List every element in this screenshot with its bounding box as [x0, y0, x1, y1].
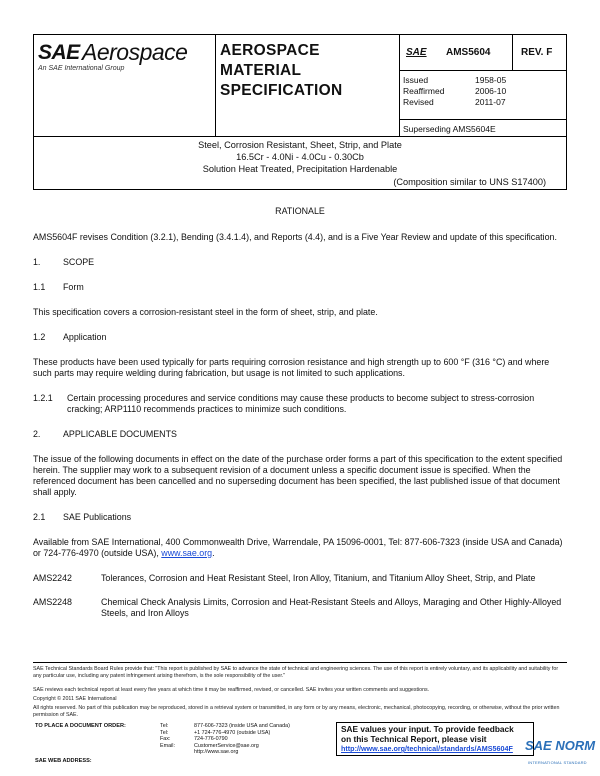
section-heading: 1.2 Application	[33, 332, 107, 342]
logo-subtitle: An SAE International Group	[38, 65, 125, 72]
material-title-line: Steel, Corrosion Resistant, Sheet, Strip, and Plate	[198, 140, 402, 150]
feedback-box: SAE values your input. To provide feedback on this Technical Report, please visit http://www.sae.org/technical/standards/AMS5604F	[336, 722, 534, 756]
document-body	[33, 200, 567, 632]
superseding-note: Superseding AMS5604E	[403, 124, 496, 134]
paragraph: The issue of the following documents in effect on the date of the purchase order forms a part of this specification to the extent specified herein. The supplier may work to a subsequent revision of a document unless a specific document issue is specified. When the referenced document has been cancelled and no superseding document has been specified, the last published issue of that document shall apply.	[33, 454, 563, 497]
web-address-label: SAE WEB ADDRESS:	[35, 758, 92, 764]
sae-mini-logo: SAE	[406, 47, 427, 58]
material-title-line: 16.5Cr - 4.0Ni - 4.0Cu - 0.30Cb	[236, 152, 364, 162]
document-reference: AMS2248 Chemical Check Analysis Limits, Corrosion and Heat-Resistant Steels and Alloys, Maraging and Other Highly-Alloyed Steels, and Iron Alloys	[33, 597, 562, 618]
order-label: TO PLACE A DOCUMENT ORDER:	[35, 723, 126, 729]
spec-number: AMS5604	[446, 47, 491, 58]
document-reference: AMS2242 Tolerances, Corrosion and Heat Resistant Steel, Iron Alloy, Titanium, and Titanium Alloy Sheet, Strip, and Plate	[33, 573, 536, 583]
material-title-block	[33, 137, 567, 190]
composition-note: (Composition similar to UNS S17400)	[393, 177, 546, 187]
paragraph: Available from SAE International, 400 Commonwealth Drive, Warrendale, PA 15096-0001, Tel: 877-606-7323 (inside USA and Canada) or 724-776-4970 (outside USA), www.sae.org.	[33, 537, 563, 558]
section-heading: 1.1 Form	[33, 282, 84, 292]
footer-copyright: Copyright © 2011 SAE International	[33, 696, 117, 702]
sae-web-address[interactable]: http://www.sae.org	[194, 749, 239, 755]
aerospace-logo-text: Aerospace	[82, 39, 188, 65]
sae-norm-watermark-sub: INTERNATIONAL STANDARD	[528, 760, 587, 765]
subsection: 1.2.1 Certain processing procedures and service conditions may cause these products to become subject to stress-corrosion cracking; ARP1110 recommends practices to minimize such conditions.	[33, 393, 535, 414]
paragraph: This specification covers a corrosion-resistant steel in the form of sheet, strip, and plate.	[33, 307, 378, 317]
sae-norm-watermark: SAE NORM	[525, 738, 596, 753]
customer-service-email[interactable]: CustomerService@sae.org	[194, 742, 259, 749]
section-heading: 2.1 SAE Publications	[33, 512, 132, 522]
paragraph: These products have been used typically for parts requiring corrosion resistance and high strength up to 600 °F (316 °C) and where such parts may require welding during fabrication, but usage is not limited to such applications.	[33, 357, 550, 378]
rationale-text: AMS5604F revises Condition (3.2.1), Bending (3.4.1.4), and Reports (4.4), and is a Five Year Review and update of this specification.	[33, 232, 557, 242]
section-heading: 2. APPLICABLE DOCUMENTS	[33, 429, 177, 439]
rationale-heading: RATIONALE	[275, 206, 325, 216]
footer-divider	[33, 662, 567, 663]
spec-header	[33, 34, 567, 137]
footer-rights: All rights reserved. No part of this publication may be reproduced, stored in a retrieval system or transmitted, in any form or by any means, electronic, mechanical, photocopying, recording, or otherwise, without the prior written permission of SAE.	[33, 705, 560, 718]
section-heading: 1. SCOPE	[33, 257, 95, 267]
revision-label: REV. F	[521, 47, 553, 58]
sae-website-link[interactable]: www.sae.org	[161, 548, 213, 558]
footer-review-note: SAE reviews each technical report at least every five years at which time it may be reaffirmed, revised, or cancelled. SAE invites your written comments and suggestions.	[33, 687, 430, 693]
order-contacts: Tel: 877-606-7323 (inside USA and Canada) Tel: +1 724-776-4970 (outside USA) Fax: 724-776-0790 Email: CustomerService@sae.org http://www.sae.org	[160, 723, 290, 755]
feedback-link[interactable]: http://www.sae.org/technical/standards/AMS5604F	[341, 744, 513, 753]
document-type-title: AEROSPACE MATERIAL SPECIFICATION	[220, 42, 343, 99]
date-history: Issued 1958-05 Reaffirmed 2006-10 Revised 2011-07	[403, 75, 507, 107]
material-title-line: Solution Heat Treated, Precipitation Hardenable	[202, 164, 398, 174]
sae-logo: SAE	[38, 41, 80, 64]
footer-rules-note: SAE Technical Standards Board Rules provide that: "This report is published by SAE to advance the state of technical and engineering sciences. The use of this report is entirely voluntary, and its applicability and suitability for any particular use, including any patent infringement arising therefrom, is the sole responsibility of the user."	[33, 666, 559, 679]
